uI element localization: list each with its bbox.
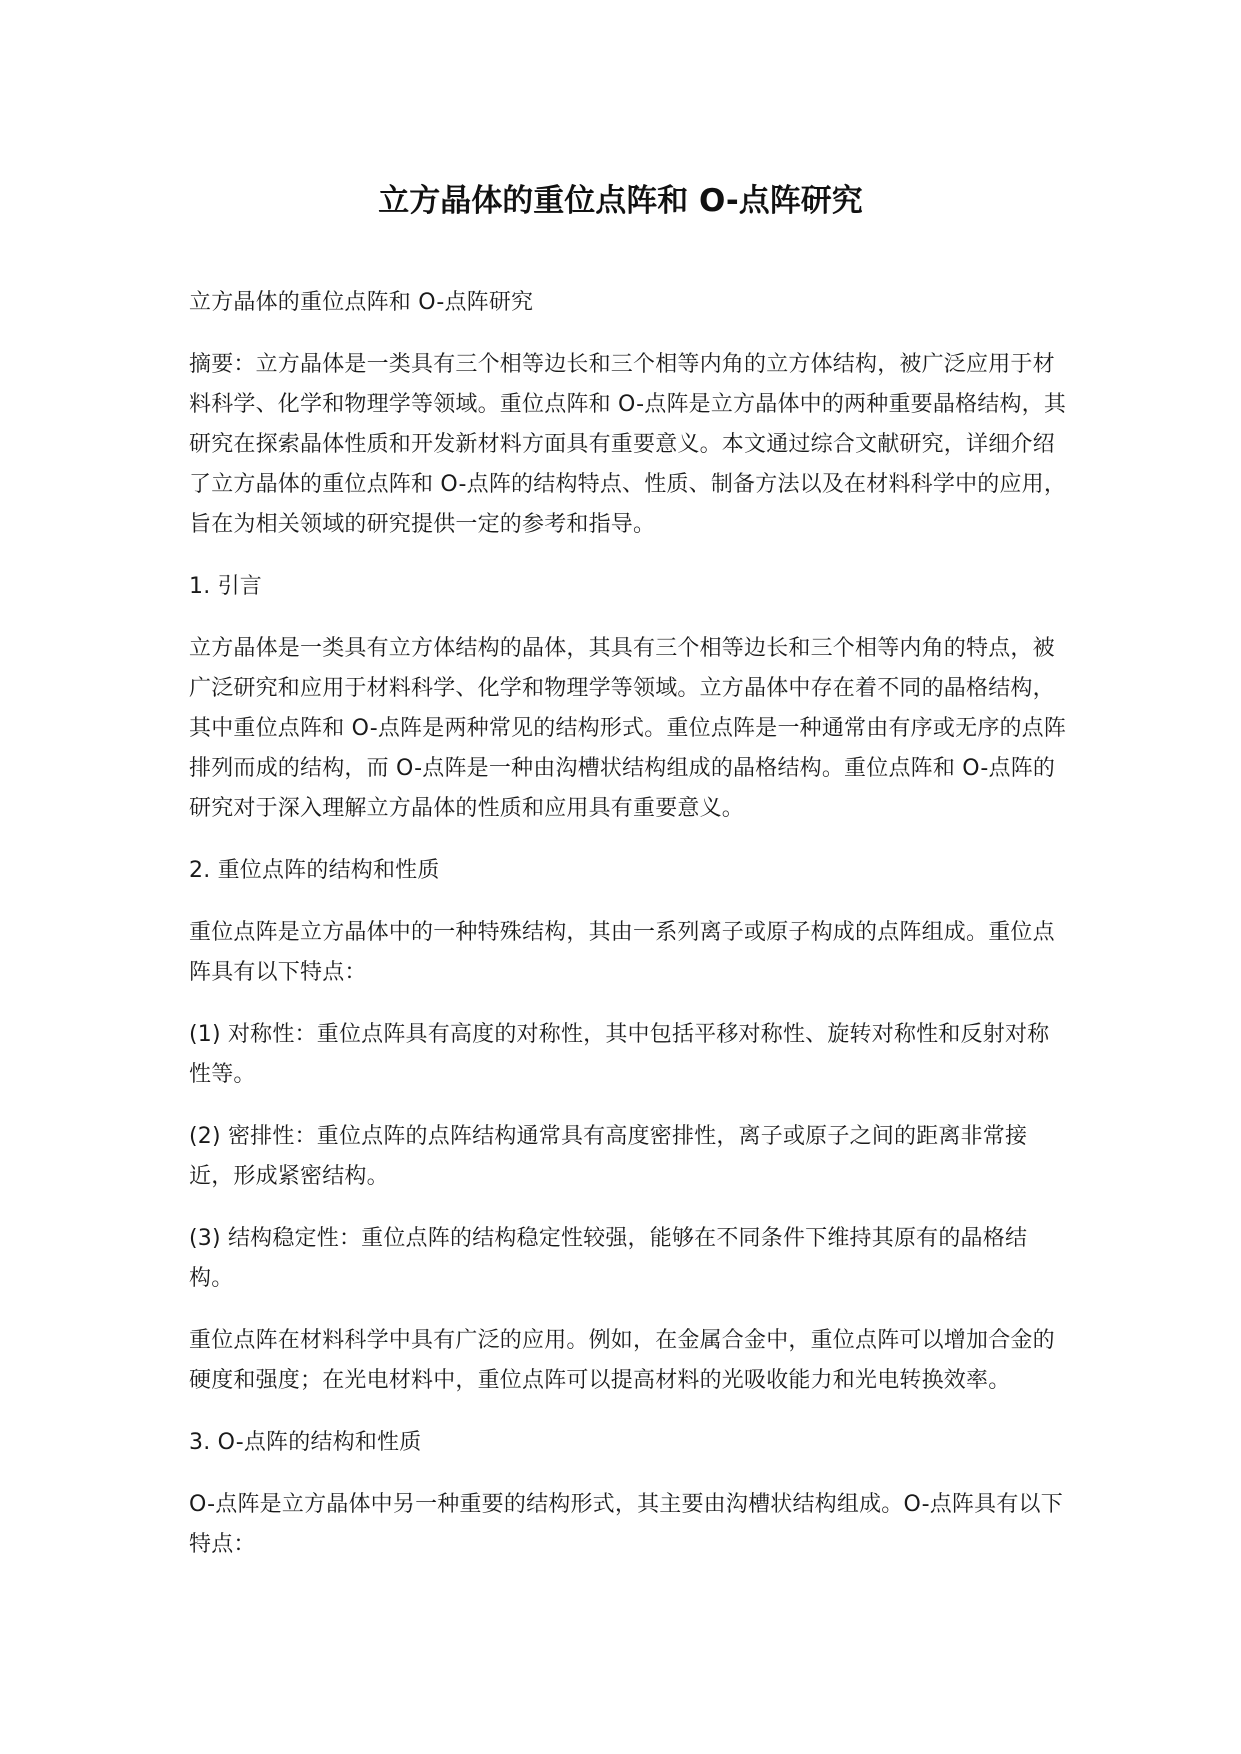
document-title: 立方晶体的重位点阵和 O-点阵研究 (378, 183, 863, 219)
subtitle-paragraph: 立方晶体的重位点阵和 O-点阵研究 (189, 290, 534, 315)
csl-application-paragraph: 重位点阵在材料科学中具有广泛的应用。例如，在金属合金中，重位点阵可以增加合金的硬度和强度；在光电材料中，重位点阵可以提高材料的光吸收能力和光电转换效率。 (189, 1328, 1055, 1393)
csl-feature-packing: (2) 密排性：重位点阵的点阵结构通常具有高度密排性，离子或原子之间的距离非常接近，形成紧密结构。 (189, 1124, 1028, 1189)
csl-feature-stability: (3) 结构稳定性：重位点阵的结构稳定性较强，能够在不同条件下维持其原有的晶格结构。 (189, 1226, 1028, 1291)
document-body (189, 283, 1069, 1587)
csl-intro-paragraph: 重位点阵是立方晶体中的一种特殊结构，其由一系列离子或原子构成的点阵组成。重位点阵具有以下特点： (189, 920, 1055, 985)
abstract-paragraph: 摘要：立方晶体是一类具有三个相等边长和三个相等内角的立方体结构，被广泛应用于材料科学、化学和物理学等领域。重位点阵和 O-点阵是立方晶体中的两种重要晶格结构，其研究在探索晶体性质和开发新材料方面具有重要意义。本文通过综合文献研究，详细介绍了立方晶体的重位点阵和 O-点阵的结构特点、性质、制备方法以及在材料科学中的应用，旨在为相关领域的研究提供一定的参考和指导。 (189, 352, 1067, 537)
section-heading-csl: 2. 重位点阵的结构和性质 (189, 858, 440, 883)
o-lattice-intro-paragraph: O-点阵是立方晶体中另一种重要的结构形式，其主要由沟槽状结构组成。O-点阵具有以下特点： (189, 1492, 1063, 1557)
section-heading-o-lattice: 3. O-点阵的结构和性质 (189, 1430, 422, 1455)
csl-feature-symmetry: (1) 对称性：重位点阵具有高度的对称性，其中包括平移对称性、旋转对称性和反射对称性等。 (189, 1022, 1050, 1087)
section-heading-introduction: 1. 引言 (189, 574, 262, 599)
introduction-paragraph: 立方晶体是一类具有立方体结构的晶体，其具有三个相等边长和三个相等内角的特点，被广泛研究和应用于材料科学、化学和物理学等领域。立方晶体中存在着不同的晶格结构，其中重位点阵和 O-点阵是两种常见的结构形式。重位点阵是一种通常由有序或无序的点阵排列而成的结构，而 O-点阵是一种由沟槽状结构组成的晶格结构。重位点阵和 O-点阵的研究对于深入理解立方晶体的性质和应用具有重要意义。 (189, 636, 1067, 821)
